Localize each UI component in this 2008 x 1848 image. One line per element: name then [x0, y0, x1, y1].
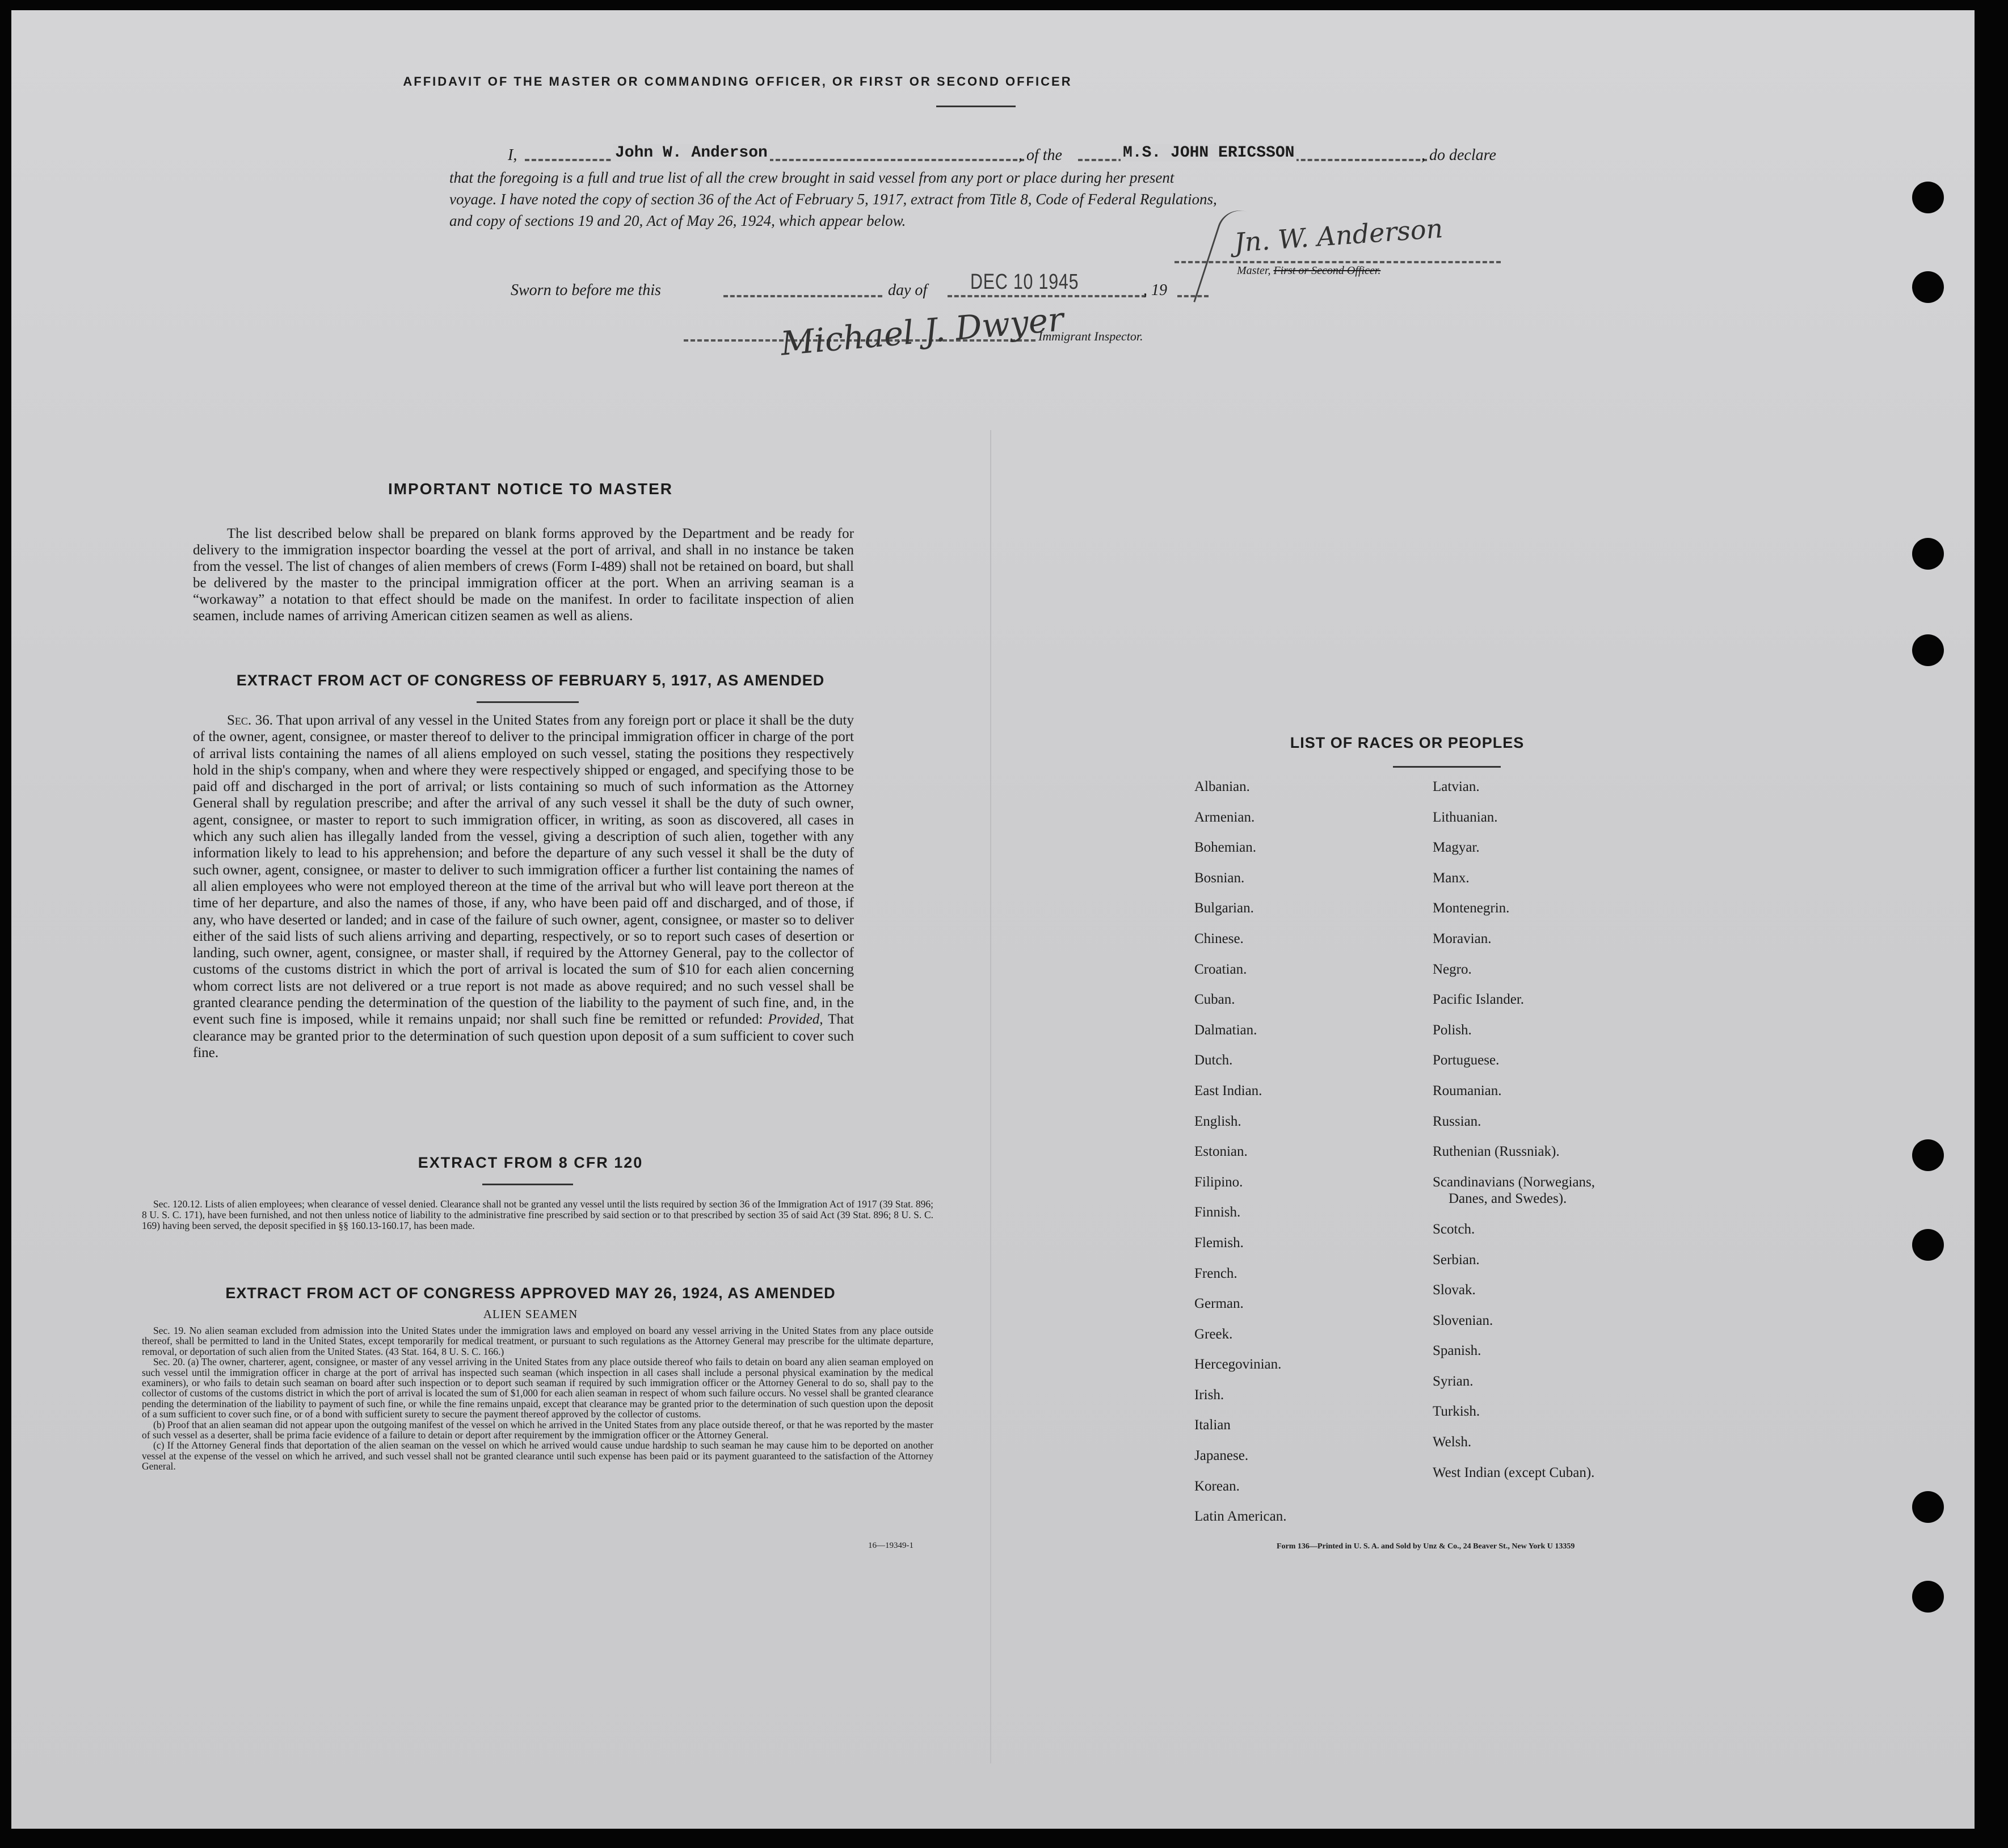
title-rule [936, 106, 1016, 107]
punch-hole-4 [1912, 634, 1944, 666]
inspector-label: Immigrant Inspector. [1038, 329, 1143, 343]
document-page [11, 10, 1975, 1829]
race-item: Greek. [1194, 1326, 1233, 1342]
punch-hole-2 [1912, 271, 1944, 303]
punch-hole-5 [1912, 1139, 1944, 1171]
race-item: Negro. [1433, 961, 1472, 977]
year-label: , 19 [1143, 281, 1167, 299]
race-item: Syrian. [1433, 1373, 1474, 1389]
master-label [1237, 264, 1380, 277]
race-item: Scandinavians (Norwegians, [1433, 1174, 1596, 1190]
race-item: Slovak. [1433, 1282, 1476, 1298]
extract-cfr-title: EXTRACT FROM 8 CFR 120 [418, 1154, 643, 1171]
affidavit-title: AFFIDAVIT OF THE MASTER OR COMMANDING OFFICER, OR FIRST OR SECOND OFFICER [403, 74, 1072, 89]
race-item: Magyar. [1433, 840, 1480, 856]
race-item: Armenian. [1194, 809, 1255, 825]
master-label-text: Master, [1237, 264, 1271, 277]
date-stamp: DEC 10 1945 [970, 270, 1079, 294]
punch-hole-8 [1912, 1581, 1944, 1613]
races-title: LIST OF RACES OR PEOPLES [1290, 734, 1525, 751]
race-item: Serbian. [1433, 1252, 1480, 1268]
races-right-column [1433, 772, 1595, 1488]
race-item: Flemish. [1194, 1235, 1244, 1251]
form-code: 16—19349-1 [868, 1541, 914, 1550]
race-item: East Indian. [1194, 1083, 1262, 1098]
race-item: Dutch. [1194, 1053, 1233, 1068]
race-item: Montenegrin. [1433, 900, 1510, 916]
race-item: Albanian. [1194, 779, 1250, 794]
race-item: Ruthenian (Russniak). [1433, 1144, 1560, 1160]
race-item: Dalmatian. [1194, 1022, 1257, 1038]
race-item: Japanese. [1194, 1448, 1249, 1464]
race-item: Bosnian. [1194, 870, 1245, 886]
extract-cfr-body: Sec. 120.12. Lists of alien employees; when clearance of vessel denied. Clearance shall not be granted any vessel until the lists required by section 36 of the Immigration Act of 1917 (39 Stat. 896; 8 U. S. C. 171), have been furnished, and not then unless notice of liability to the administrative fine prescribed by said section or to that prescribed by section 35 of said Act (39 Stat. 896; 8 U. S. C. 169) having been served, the deposit specified in §§ 160.13-160.17, has been made. [142, 1198, 933, 1231]
punch-hole-1 [1912, 182, 1944, 213]
extract-1917-section-label: Sec. 36. [227, 713, 273, 728]
punch-hole-6 [1912, 1229, 1944, 1261]
extract-1917-proviso-text: That clearance may be granted prior to the determination of such question upon deposit of a sum sufficient to cover such fine. [193, 1012, 854, 1060]
race-item: Hercegovinian. [1194, 1357, 1282, 1373]
race-item: Estonian. [1194, 1144, 1248, 1160]
race-item: Manx. [1433, 870, 1470, 886]
declaration-line-2: voyage. I have noted the copy of section 36 of the Act of February 5, 1917, extract from Title 8, Code of Federal Regulations, [449, 191, 1217, 208]
race-item: Filipino. [1194, 1174, 1243, 1190]
race-item: Turkish. [1433, 1404, 1480, 1420]
sworn-year-line [1177, 295, 1209, 297]
master-name: John W. Anderson [613, 144, 770, 162]
races-rule [1393, 766, 1501, 768]
race-item: Bulgarian. [1194, 900, 1254, 916]
race-item: Latin American. [1194, 1509, 1287, 1525]
race-item: Spanish. [1433, 1343, 1481, 1359]
sworn-month-line [948, 295, 1146, 297]
vessel-name: M.S. JOHN ERICSSON [1121, 144, 1296, 162]
sworn-day-line [723, 295, 882, 297]
race-item: Irish. [1194, 1387, 1224, 1403]
declaration-line-1: that the foregoing is a full and true list of all the crew brought in said vessel from any port or place during her present [449, 169, 1175, 186]
sworn-label: Sworn to before me this [511, 281, 661, 299]
declaration-line-3: and copy of sections 19 and 20, Act of May 26, 1924, which appear below. [449, 212, 906, 229]
race-item: German. [1194, 1296, 1244, 1312]
extract-1917-text: That upon arrival of any vessel in the United States from any foreign port or place it shall be the duty of the owner, agent, consignee, or master thereof to deliver to the principal immigration officer in charge of the port of arrival lists containing the names of all aliens employed on such vessel, stating the positions they respectively hold in the ship's company, when and where they were respectively shipped or engaged, and specifying those to be paid off and discharged in the port of arrival; or lists containing so much of such information as the Attorney General shall by regulation prescribe; and after the arrival of any such vessel it shall be the duty of such owner, agent, consignee, or master to report to such immigration officer, in writing, as soon as discovered, all cases in which any such alien has illegally landed from the vessel, giving a description of such alien, together with any information likely to lead to his apprehension; and before the departure of any such vessel it shall be the duty of such owner, agent, consignee, or master to deliver to such immigration officer a further list containing the names of all alien employees who were not employed thereon at the time of the arrival but who will leave port thereon at the time of her departure, and also the names of those, if any, who have been paid off and discharged, and of those, if any, who have deserted or landed; and in case of the failure of such owner, agent, consignee, or master so to deliver either of the said lists of such aliens arriving and departing, respectively, or so to report such cases of desertion or landing, such owner, agent, consignee, or master shall, if required by the Attorney General, pay to the collector of customs of the customs district in which the port of arrival is located the sum of $10 for each alien concerning whom correct lists are not delivered or a true report is not made as above required; and no such vessel shall be granted clearance pending the determination of the question of the liability to the payment of such fine, and, in the event such fine is imposed, while it remains unpaid; nor shall such fine be remitted or refunded: [193, 713, 854, 1028]
race-item: West Indian (except Cuban). [1433, 1464, 1595, 1480]
sec-19-text: Sec. 19. No alien seaman excluded from admission into the United States under the immigration laws and employed on board any vessel arriving in the United States from any place outside thereof, shall be permitted to land in the United States, except temporarily for medical treatment, or pursuant to such regulations as the Attorney General may prescribe for the ultimate departure, removal, or deportation of such alien from the United States. (43 Stat. 164, 8 U. S. C. 166.) [142, 1325, 933, 1357]
of-the-label: , of the [1018, 146, 1062, 164]
race-item: Scotch. [1433, 1221, 1475, 1237]
race-item: Cuban. [1194, 992, 1235, 1008]
race-item: Danes, and Swedes). [1449, 1191, 1567, 1207]
race-item: Lithuanian. [1433, 809, 1498, 825]
extract-1917-title: EXTRACT FROM ACT OF CONGRESS OF FEBRUARY 5, 1917, AS AMENDED [236, 672, 825, 689]
race-item: Slovenian. [1433, 1312, 1493, 1328]
extract-1917-body [193, 712, 854, 1061]
race-item: Latvian. [1433, 779, 1480, 794]
notice-title: IMPORTANT NOTICE TO MASTER [388, 480, 673, 498]
race-item: French. [1194, 1265, 1237, 1281]
race-item: Pacific Islander. [1433, 992, 1525, 1008]
name-field-line [525, 159, 1024, 161]
punch-hole-3 [1912, 538, 1944, 570]
center-fold [990, 430, 991, 1763]
printer-footer: Form 136—Printed in U. S. A. and Sold by Unz & Co., 24 Beaver St., New York U 13359 [1277, 1542, 1575, 1551]
sec-20b-text: (b) Proof that an alien seaman did not appear upon the outgoing manifest of the vessel on which he arrived in the United States from any place outside thereof, or that he was reported by the master of such vessel as a deserter, shall be prima facie evidence of a failure to detain or deport after requirement by the immigration officer or the Attorney General. [142, 1418, 933, 1441]
master-signature-line [1175, 261, 1501, 263]
race-item: Finnish. [1194, 1205, 1241, 1220]
race-item: Italian [1194, 1417, 1231, 1433]
extract-1924-subtitle: ALIEN SEAMEN [483, 1307, 578, 1321]
notice-body: The list described below shall be prepared on blank forms approved by the Department and be ready for delivery to the immigration inspector boarding the vessel at the port of arrival, and shall in no instance be taken from the vessel. The list of changes of alien members of crews (Form I-489) shall not be retained on board, but shall be delivered by the master to the principal immigration officer at the port. When an arriving seaman is a “workaway” a notation to that effect should be made on the manifest. In order to facilitate inspection of alien seamen, include names of arriving American citizen seamen as well as aliens. [193, 526, 854, 624]
race-item: Moravian. [1433, 931, 1492, 946]
race-item: Polish. [1433, 1022, 1472, 1038]
race-item: Croatian. [1194, 961, 1247, 977]
extract-cfr-rule [482, 1184, 573, 1185]
i-label: I, [508, 146, 517, 164]
race-item: English. [1194, 1113, 1241, 1129]
officer-label-struck: First or Second Officer. [1273, 264, 1381, 277]
day-of-label: day of [888, 281, 928, 299]
race-item: Bohemian. [1194, 840, 1257, 856]
extract-1924-body [142, 1325, 933, 1472]
extract-1924-title: EXTRACT FROM ACT OF CONGRESS APPROVED MAY 26, 1924, AS AMENDED [225, 1285, 836, 1302]
extract-1917-proviso-label: Provided, [768, 1012, 823, 1028]
master-signature: Jn. W. Anderson [1233, 213, 1444, 258]
sec-20c-text: (c) If the Attorney General finds that deportation of the alien seaman on the vessel on which he arrived would cause undue hardship to such seaman he may cause him to be deported on another vessel at the expense of the vessel on which he arrived, and such vessel shall not be granted clearance until such expense has been paid or its payment guaranteed to the satisfaction of the Attorney General. [142, 1439, 933, 1472]
races-left-column [1194, 772, 1286, 1532]
do-declare-label: , do declare [1421, 146, 1496, 164]
race-item: Welsh. [1433, 1434, 1472, 1450]
inspector-signature: Michael J. Dwyer [778, 300, 1066, 363]
race-item: Chinese. [1194, 931, 1244, 946]
race-item: Russian. [1433, 1113, 1481, 1129]
punch-hole-7 [1912, 1491, 1944, 1523]
race-item: Korean. [1194, 1478, 1240, 1494]
race-item: Roumanian. [1433, 1083, 1502, 1098]
sec-20a-text: Sec. 20. (a) The owner, charterer, agent, consignee, or master of any vessel arriving in the United States from any place outside thereof who fails to detain on board any alien seaman employed on such vessel until the immigration officer in charge at the port of arrival has inspected such seaman (which inspection in all cases shall include a personal physical examination by the medical examiners), or who fails to detain such seaman on board after such inspection or to deport such seaman if required by such immigration officer or the Attorney General to do so, shall pay to the collector of customs of the customs district in which the port of arrival is located the sum of $1,000 for each alien seaman in respect of whom such failure occurs. No vessel shall be granted clearance pending the determination of the liability to payment of such fine, or while the fine remains unpaid, except that clearance may be granted prior to the determination of such question upon the deposit of a sum sufficient to cover such fine, or of a bond with sufficient surety to secure the payment thereof approved by the collector of customs. [142, 1356, 933, 1420]
race-item: Portuguese. [1433, 1053, 1500, 1068]
extract-1917-rule [477, 701, 579, 703]
